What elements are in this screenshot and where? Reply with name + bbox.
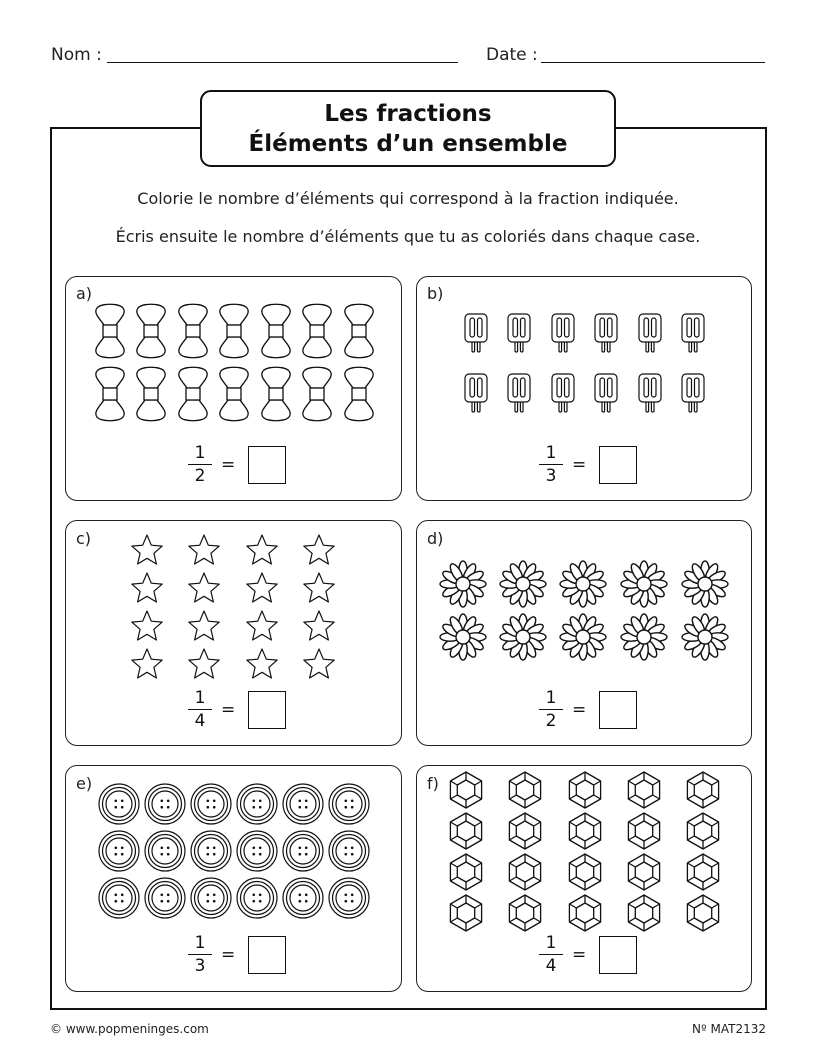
equals-sign: = (221, 455, 236, 475)
button-icon-group[interactable] (99, 784, 369, 918)
exercise-label-b: b) (427, 284, 444, 303)
bow-tie-icon-group[interactable] (96, 304, 373, 421)
denominator: 3 (194, 956, 206, 976)
instruction-line-1: Colorie le nombre d’éléments qui correspond à la fraction indiquée. (137, 189, 679, 208)
denominator: 2 (545, 711, 557, 731)
fraction-e (188, 933, 212, 976)
fraction-f (539, 933, 563, 976)
answer-box-e[interactable] (248, 936, 286, 974)
exercise-label-f: f) (427, 774, 439, 793)
equals-sign: = (221, 945, 236, 965)
answer-box-a[interactable] (248, 446, 286, 484)
denominator: 4 (194, 711, 206, 731)
equals-sign: = (572, 455, 587, 475)
fraction-a (188, 443, 212, 486)
fraction-d (539, 688, 563, 731)
exercise-label-e: e) (76, 774, 93, 793)
denominator: 4 (545, 956, 557, 976)
numerator: 1 (545, 933, 557, 953)
name-label: Nom : (51, 45, 102, 65)
popsicle-icon-group[interactable] (465, 314, 704, 412)
fraction-bar (188, 709, 212, 710)
footer-copyright: © www.popmeninges.com (50, 1022, 209, 1036)
numerator: 1 (545, 443, 557, 463)
exercise-label-a: a) (76, 284, 93, 303)
fraction-b (539, 443, 563, 486)
flower-icon-group[interactable] (440, 561, 728, 660)
page-title: Les fractions (324, 100, 492, 127)
numerator: 1 (194, 443, 206, 463)
exercise-label-d: d) (427, 529, 444, 548)
star-icon-group[interactable] (132, 535, 334, 678)
fraction-bar (188, 464, 212, 465)
answer-box-c[interactable] (248, 691, 286, 729)
numerator: 1 (194, 933, 206, 953)
equals-sign: = (221, 700, 236, 720)
instruction-line-2: Écris ensuite le nombre d’éléments que tu as coloriés dans chaque case. (115, 227, 701, 246)
equals-sign: = (572, 945, 587, 965)
gem-icon-group[interactable] (450, 772, 718, 931)
equals-sign: = (572, 700, 587, 720)
answer-box-b[interactable] (599, 446, 637, 484)
numerator: 1 (545, 688, 557, 708)
denominator: 3 (545, 466, 557, 486)
exercise-label-c: c) (76, 529, 92, 548)
fraction-bar (539, 954, 563, 955)
page-subtitle: Éléments d’un ensemble (248, 130, 568, 157)
footer-code: Nº MAT2132 (692, 1022, 766, 1036)
date-label: Date : (486, 45, 538, 65)
fraction-bar (539, 464, 563, 465)
numerator: 1 (194, 688, 206, 708)
fraction-bar (188, 954, 212, 955)
fraction-bar (539, 709, 563, 710)
answer-box-f[interactable] (599, 936, 637, 974)
answer-box-d[interactable] (599, 691, 637, 729)
fraction-c (188, 688, 212, 731)
denominator: 2 (194, 466, 206, 486)
